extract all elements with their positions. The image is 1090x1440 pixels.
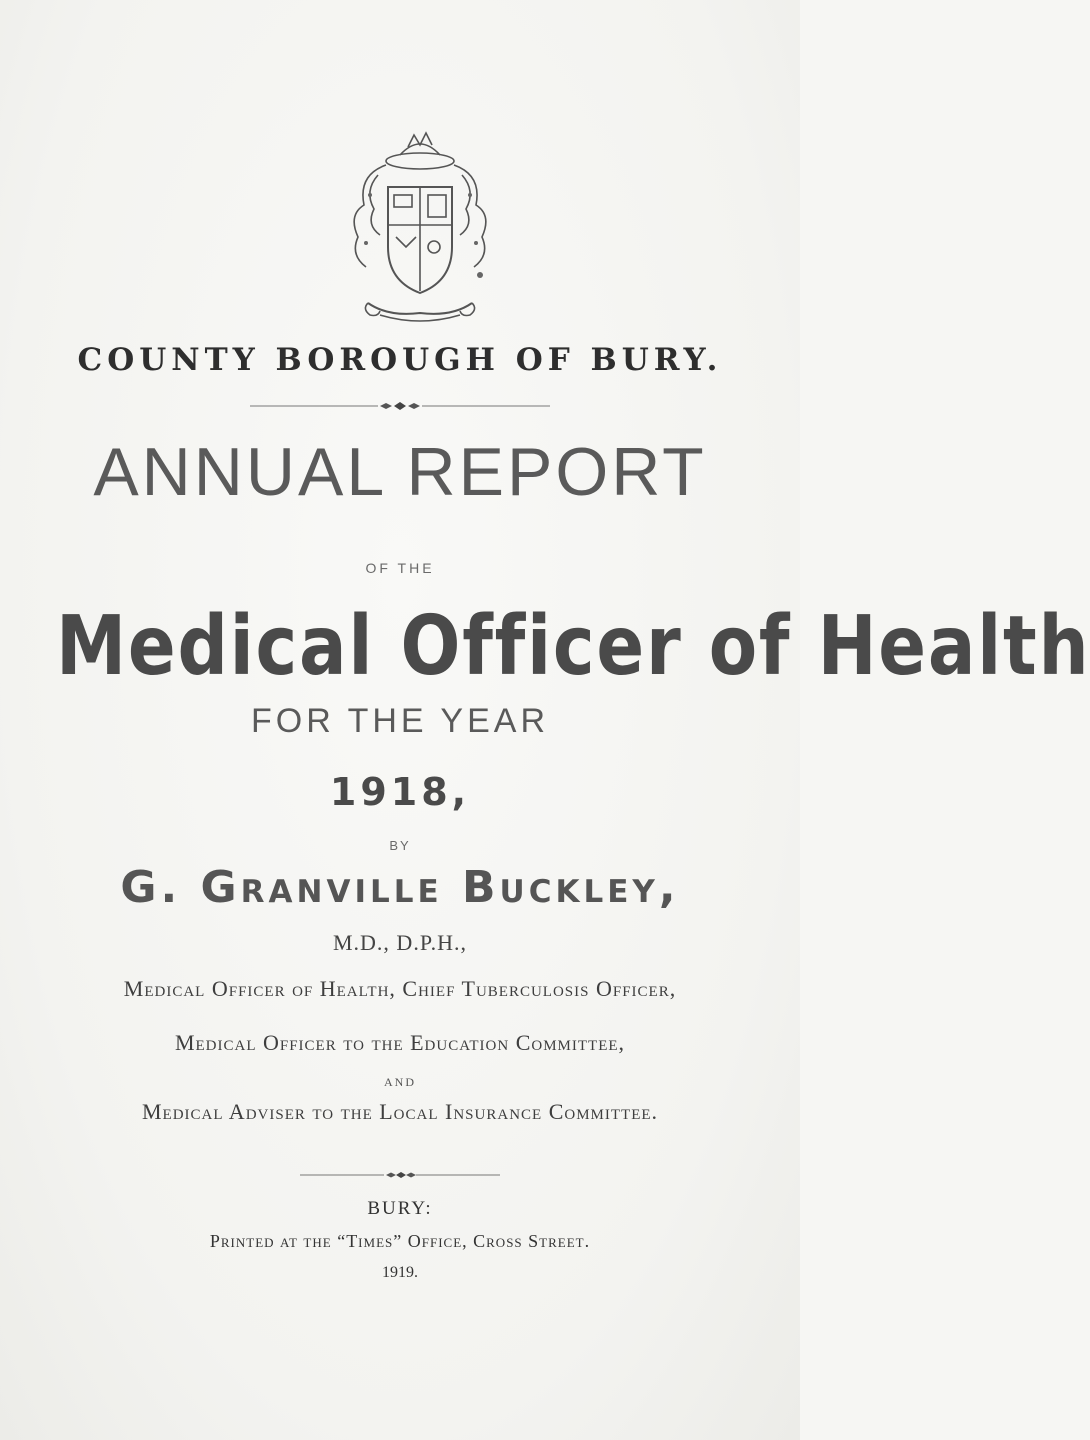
author-degrees: M.D., D.P.H.,	[332, 930, 468, 955]
imprint-year: 1919.	[382, 1264, 418, 1281]
author-role-1: Medical Officer of Health, Chief Tuberculosis Officer,	[123, 976, 677, 1001]
by-label: BY	[389, 838, 411, 853]
title-connector: OF THE	[365, 560, 435, 576]
for-the-year-label: FOR THE YEAR	[250, 702, 550, 740]
author-name: G. Granville Buckley,	[120, 862, 680, 913]
role-conjunction: AND	[384, 1075, 416, 1089]
author-role-3: Medical Adviser to the Local Insurance Committee.	[141, 1099, 659, 1124]
report-title: ANNUAL REPORT	[93, 434, 707, 510]
report-year: 1918,	[329, 770, 471, 814]
county-borough-heading: COUNTY BOROUGH OF BURY.	[77, 342, 723, 378]
author-role-2: Medical Officer to the Education Committee,	[174, 1030, 626, 1055]
imprint-printer: Printed at the “Times” Office, Cross Street.	[209, 1231, 591, 1251]
office-title: Medical Officer of Health	[56, 599, 1090, 694]
imprint-place: BURY:	[367, 1198, 433, 1219]
ornamental-rule-bottom-icon	[0, 1166, 800, 1184]
coat-of-arms-icon	[330, 125, 510, 335]
ornamental-rule-icon	[0, 398, 800, 416]
